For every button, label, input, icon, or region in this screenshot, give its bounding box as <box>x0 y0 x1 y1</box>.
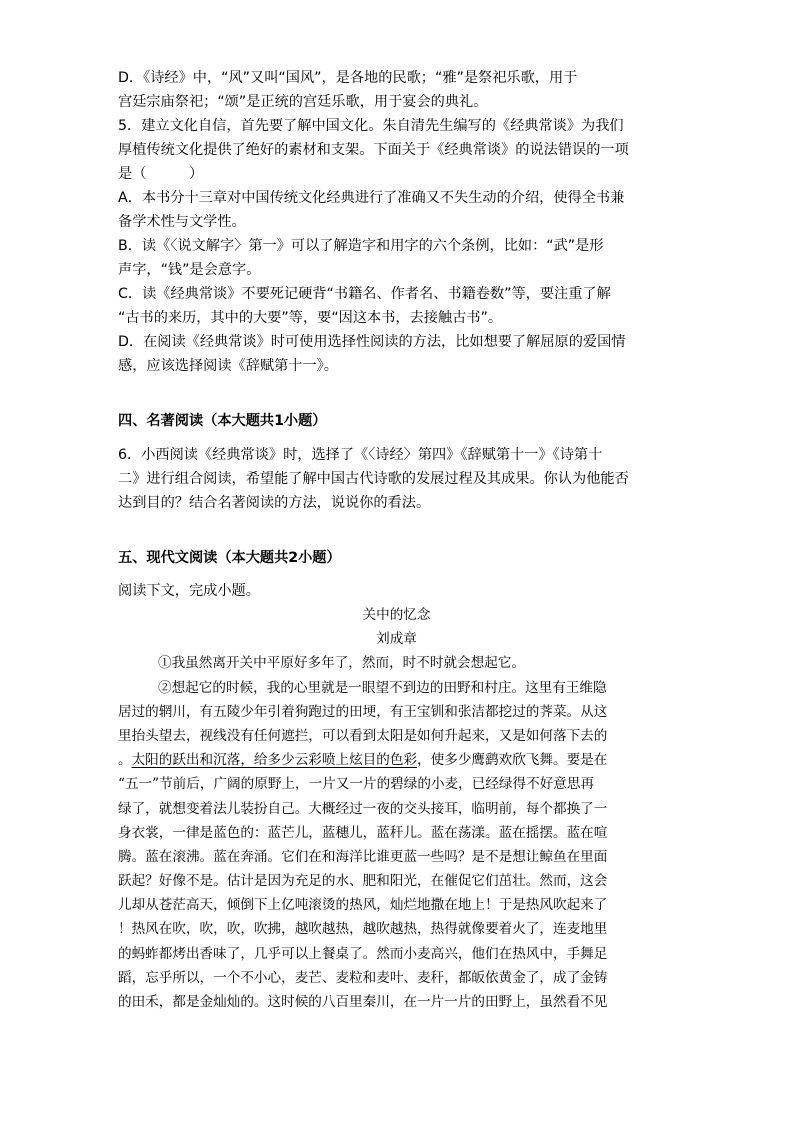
article-para2-line-11: ！热风在吹，吹，吹，吹拂，越吹越热，越吹越热，热得就像要着火了，连麦地里 <box>118 921 608 937</box>
q5-option-a-line-1: A．本书分十三章对中国传统文化经典进行了准确又不失生动的介绍，使得全书兼 <box>118 190 625 206</box>
article-para2-line-14: 的田禾，都是金灿灿的。这时候的八百里秦川，在一片一片的田野上，虽然看不见 <box>118 994 608 1010</box>
q5-option-a-line-2: 备学术性与文学性。 <box>118 214 246 230</box>
article-title: 关中的忆念 <box>362 607 431 623</box>
article-para2-line-8: 腾。蓝在滚沸。蓝在奔涌。它们在和海洋比谁更蓝一些吗？是不是想让鲸鱼在里面 <box>118 849 608 865</box>
q5-stem-line-2: 厚植传统文化提供了绝好的素材和支架。下面关于《经典常谈》的说法错误的一项 <box>118 142 629 158</box>
article-para2-line-5: “五一”节前后，广阔的原野上，一片又一片的碧绿的小麦，已经绿得不好意思再 <box>118 776 595 792</box>
reading-instruction: 阅读下文，完成小题。 <box>118 583 260 599</box>
article-para2-line-10: 儿却从苍茫高天，倾倒下上亿吨滚烫的热风，灿烂地撒在地上！于是热风吹起来了 <box>118 897 608 913</box>
q5-stem-line-1: 5．建立文化自信，首先要了解中国文化。朱自清先生编写的《经典常谈》为我们 <box>118 118 624 134</box>
period-mark: 。 <box>118 752 132 768</box>
article-para2-line-1: ②想起它的时候，我的心里就是一眼望不到边的田野和村庄。这里有王维隐 <box>158 680 607 696</box>
article-para2-line-4 <box>118 748 607 772</box>
article-para2-line-9: 跃起？好像不是。估计是因为充足的水、肥和阳光，在催促它们茁壮。然而，这会 <box>118 873 608 889</box>
article-para2-line-12: 的蚂蚱都烤出香味了，几乎可以上餐桌了。然而小麦高兴，他们在热风中，手舞足 <box>118 946 608 962</box>
article-para2-line-2: 居过的辋川，有五陵少年引着狗跑过的田埂，有王宝钏和张洁都挖过的荠菜。从这 <box>118 704 608 720</box>
q5-option-c-line-2: “古书的来历，其中的大要”等，要“因这本书，去接触古书”。 <box>118 310 503 326</box>
section-4-heading: 四、名著阅读（本大题共1小题） <box>118 413 327 429</box>
q5-option-d-line-1: D．在阅读《经典常谈》时可使用选择性阅读的方法，比如想要了解屈原的爱国情 <box>118 334 626 350</box>
q4-option-d-line-2: 宫廷宗庙祭祀；“颂”是正统的宫廷乐歌，用于宴会的典礼。 <box>118 94 488 110</box>
q5-option-d-line-2: 感，应该选择阅读《辞赋第十一》。 <box>118 358 338 374</box>
q5-option-b-line-2: 声字，“钱”是会意字。 <box>118 262 261 278</box>
article-para2-line-6: 绿了，就想变着法儿装扮自己。大概经过一夜的交头接耳，临明前，每个都换了一 <box>118 801 608 817</box>
article-para2-line-7: 身衣裳，一律是蓝色的：蓝芒儿，蓝穗儿，蓝秆儿。蓝在荡漾。蓝在摇摆。蓝在喧 <box>118 825 608 841</box>
article-para2-line-3: 里抬头望去，视线没有任何遮拦，可以看到太阳是如何升起来，又是如何落下去的 <box>118 728 608 744</box>
article-para2-line-4-rest: ，使多少鹰鹞欢欣飞舞。要是在 <box>417 752 608 768</box>
q5-option-b-line-1: B．读《〈说文解字〉第一》可以了解造字和用字的六个条例，比如：“武”是形 <box>118 238 604 254</box>
q6-line-1: 6．小西阅读《经典常谈》时，选择了《〈诗经〉第四》《辞赋第十一》《诗第十 <box>118 447 603 463</box>
underlined-sentence: 太阳的跃出和沉落，给多少云彩喷上炫目的色彩 <box>131 752 418 768</box>
q6-line-3: 达到目的？结合名著阅读的方法，说说你的看法。 <box>118 495 431 511</box>
q5-stem-line-3: 是（ ） <box>118 166 204 182</box>
section-5-heading: 五、现代文阅读（本大题共2小题） <box>118 550 341 566</box>
q6-line-2: 二》进行组合阅读，希望能了解中国古代诗歌的发展过程及其成果。你认为他能否 <box>118 471 629 487</box>
q5-option-c-line-1: C．读《经典常谈》不要死记硬背“书籍名、作者名、书籍卷数”等，要注重了解 <box>118 286 611 302</box>
article-author: 刘成章 <box>376 631 417 647</box>
article-paragraph-1: ①我虽然离开关中平原好多年了，然而，时不时就会想起它。 <box>158 655 526 671</box>
q4-option-d-line-1: D．《诗经》中，“风”又叫“国风”，是各地的民歌；“雅”是祭祀乐歌，用于 <box>118 70 578 86</box>
article-para2-line-13: 蹈，忘乎所以，一个不小心，麦芒、麦粒和麦叶、麦秆，都皈依黄金了，成了金铸 <box>118 970 608 986</box>
